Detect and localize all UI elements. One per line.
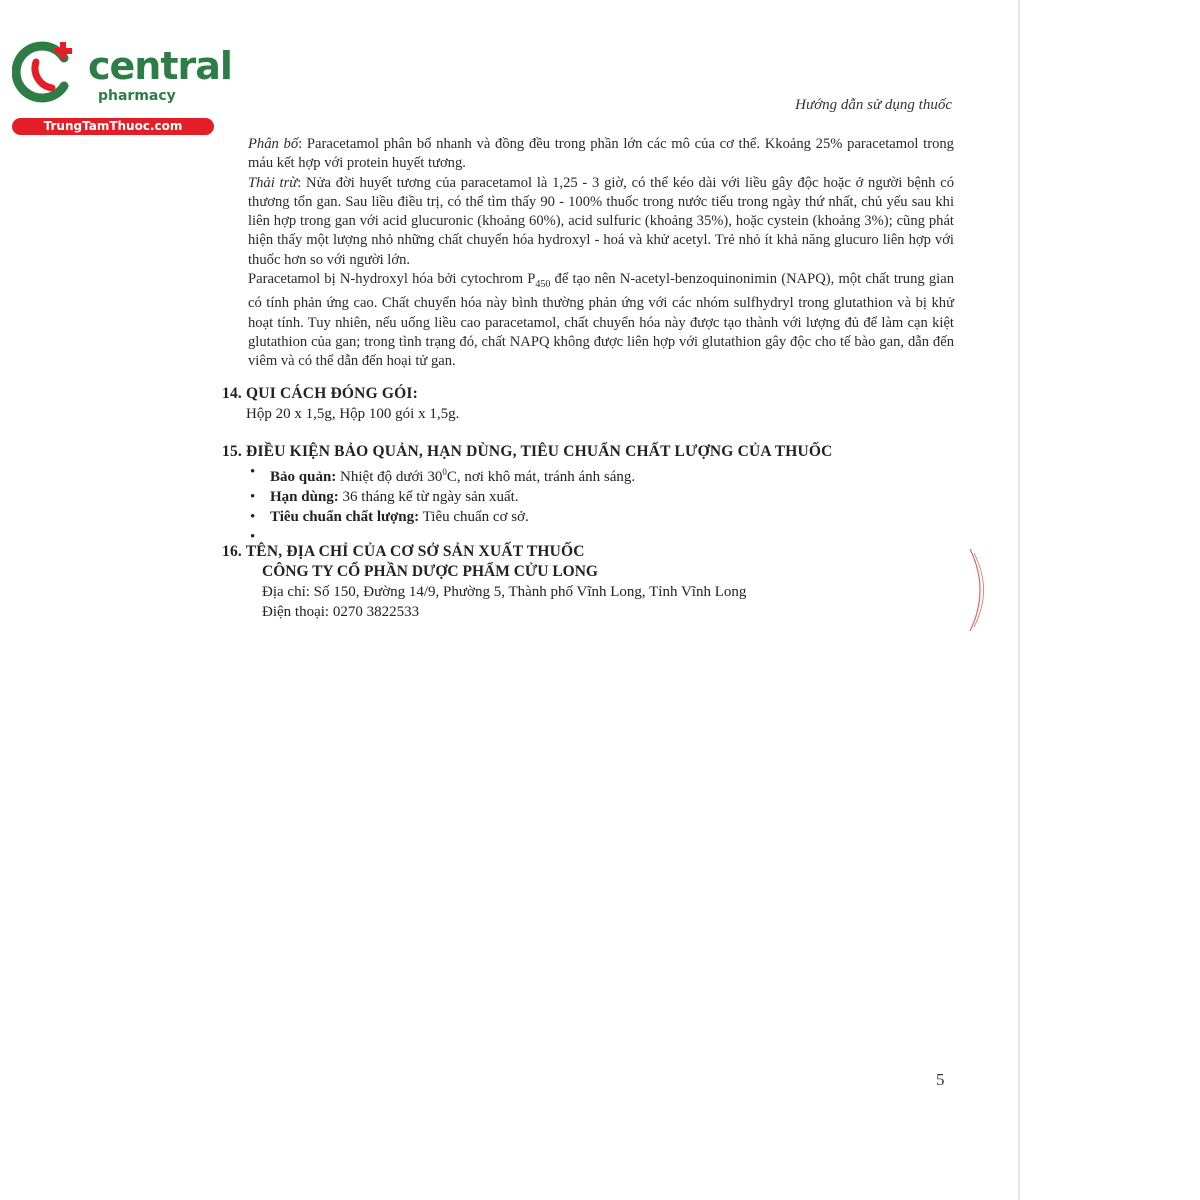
storage-list [222, 462, 962, 527]
distribution-label: Phân bố [248, 136, 299, 152]
company-phone: Điện thoại: 0270 3822533 [262, 604, 420, 620]
storage-value-superscript: 0 [442, 467, 447, 477]
shelf-life-value: 36 tháng kể từ ngày sản xuất. [338, 489, 519, 505]
elimination-text: : Nửa đời huyết tương của paracetamol là 1,25 - 3 giờ, có thể kéo dài với liều gây độc hoặc ở người bệnh có thương tổn gan. Sau liều điều trị, có thể tìm thấy 90 - 100% thuốc trong nước tiểu trong ngày thứ nhất, chủ yếu sau khi liên hợp trong gan với acid glucuronic (khoảng 60%), acid sulfuric (khoảng 35%), hoặc cystein (khoảng 3%); cũng phát hiện thấy một lượng nhỏ những chất chuyển hóa hydroxyl - hoá và khử acetyl. Trẻ nhỏ ít khả năng glucuro liên hợp với thuốc hơn so với người lớn. [248, 174, 954, 268]
logo-url-badge: TrungTamThuoc.com [12, 118, 214, 135]
section16-title: 16. TÊN, ĐỊA CHỈ CỦA CƠ SỞ SẢN XUẤT THUỐC [222, 543, 585, 560]
elimination-label: Thải trừ [248, 174, 298, 191]
storage-value: Nhiệt độ dưới 30 [336, 469, 443, 485]
logo-name: central [88, 44, 232, 88]
metabolism-paragraph [248, 270, 954, 371]
section-manufacturer [222, 542, 962, 622]
section14-title: 14. QUI CÁCH ĐÓNG GÓI: [222, 385, 419, 402]
distribution-paragraph [248, 135, 954, 174]
company-name: CÔNG TY CỔ PHẦN DƯỢC PHẨM CỬU LONG [262, 563, 598, 580]
section-storage [222, 442, 962, 527]
logo-subtitle: pharmacy [98, 88, 176, 104]
list-item [250, 462, 962, 487]
section14-text: Hộp 20 x 1,5g, Hộp 100 gói x 1,5g. [246, 406, 460, 422]
section-packaging [222, 384, 962, 424]
list-item [250, 487, 962, 507]
metabolism-text-after: để tạo nên N-acetyl-benzoquinonimin (NAPQ), một chất trung gian có tính phản ứng cao. Chất chuyển hóa này bình thường phản ứng với các nhóm sulfhydryl trong glutathion và bị khử hoạt tính. Tuy nhiên, nếu uống liều cao paracetamol, chất chuyển hóa này được tạo thành với lượng đủ để làm cạn kiệt glutathion của gan; trong tình trạng đó, chất NAPQ không được liên hợp với glutathion gây độc cho tế bào gan, dẫn đến viêm và có thể dẫn đến hoại tử gan. [248, 271, 954, 370]
page-edge-line [1018, 0, 1020, 1200]
pharmacokinetics-text [248, 135, 954, 371]
metabolism-text-before: Paracetamol bị N-hydroxyl hóa bởi cytochrom P [248, 271, 536, 288]
quality-standard-label: Tiêu chuẩn chất lượng: [270, 509, 420, 525]
storage-value-after: C, nơi khô mát, tránh ánh sáng. [446, 469, 636, 485]
elimination-paragraph [248, 174, 954, 270]
shelf-life-label: Hạn dùng: [270, 489, 339, 505]
running-header: Hướng dẫn sử dụng thuốc [795, 97, 952, 113]
quality-standard-value: Tiêu chuẩn cơ sở. [419, 509, 529, 525]
company-address: Địa chỉ: Số 150, Đường 14/9, Phường 5, Thành phố Vĩnh Long, Tỉnh Vĩnh Long [262, 584, 747, 600]
page-number: 5 [936, 1070, 945, 1089]
stamp-edge-mark [960, 545, 990, 635]
central-pharmacy-logo [8, 38, 232, 138]
metabolism-subscript: 450 [535, 278, 551, 290]
list-item [250, 507, 962, 527]
section15-title: 15. ĐIỀU KIỆN BẢO QUẢN, HẠN DÙNG, TIÊU CHUẨN CHẤT LƯỢNG CỦA THUỐC [222, 443, 833, 460]
storage-label: Bảo quản: [270, 469, 337, 485]
distribution-text: : Paracetamol phân bố nhanh và đồng đều trong phần lớn các mô của cơ thể. Kkoảng 25% paracetamol trong máu kết hợp với protein huyết tương. [248, 136, 954, 172]
logo-c-mark-icon [12, 38, 80, 106]
